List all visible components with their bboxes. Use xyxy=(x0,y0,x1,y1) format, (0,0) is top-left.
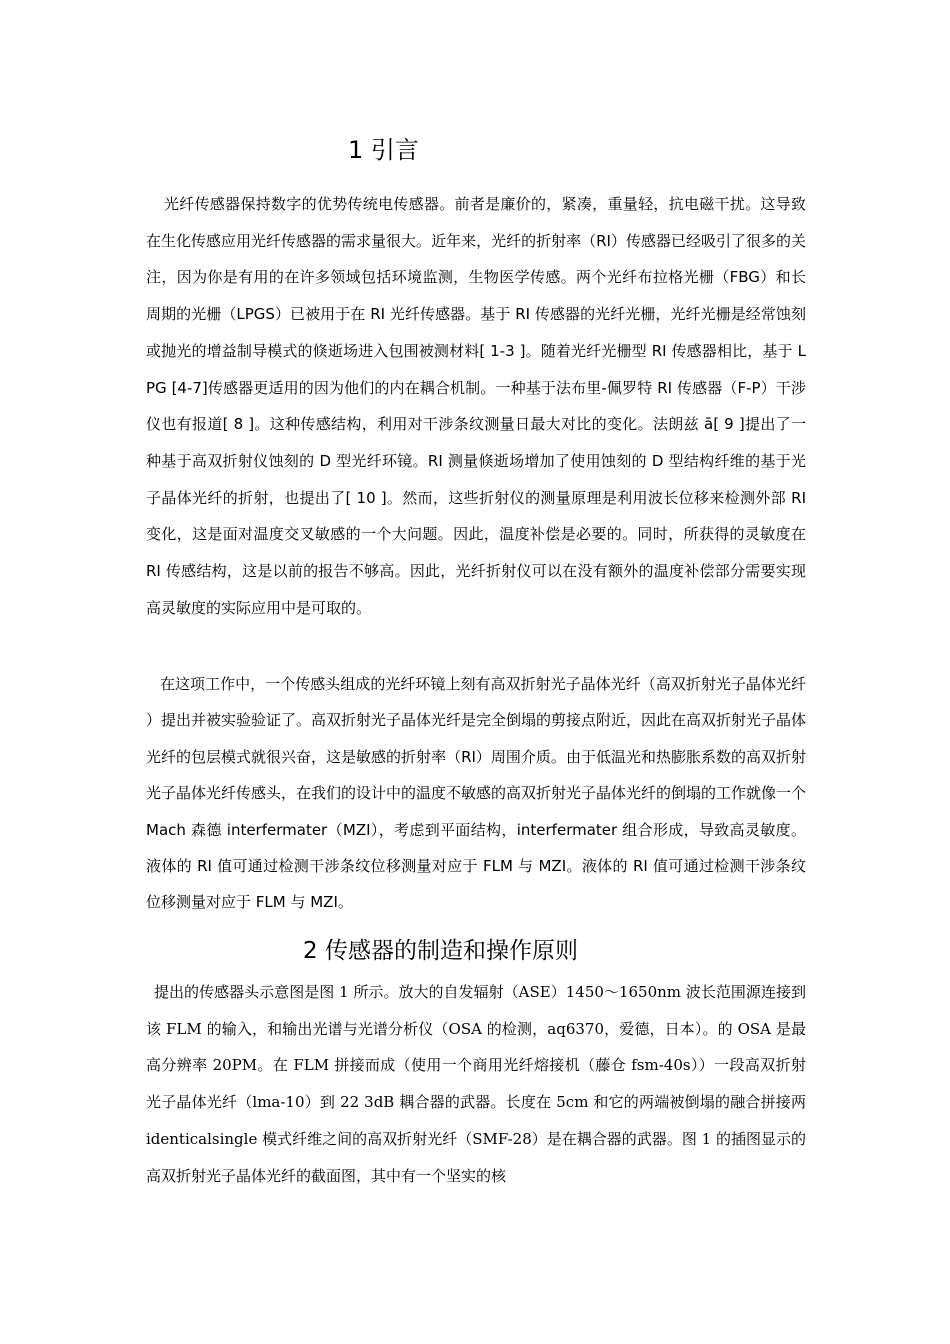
section-1-paragraph-1: 光纤传感器保持数字的优势传统电传感器。前者是廉价的，紧凑，重量轻，抗电磁干扰。这导致在生化传感应用光纤传感器的需求量很大。近年来，光纤的折射率（RI）传感器已经吸引了很多的关注，因为你是有用的在许多领域包括环境监测，生物医学传感。两个光纤布拉格光栅（FBG）和长周期的光栅（LPGS）已被用于在 RI 光纤传感器。基于 RI 传感器的光纤光栅，光纤光栅是经常蚀刻或抛光的增益制导模式的倏逝场进入包围被测材料[ 1-3 ]。随着光纤光栅型 RI 传感器相比，基于 LPG [4-7]传感器更适用的因为他们的内在耦合机制。一种基于法布里-佩罗特 RI 传感器（F-P）干涉仪也有报道[ 8 ]。这种传感结构，利用对干涉条纹测量日最大对比的变化。法朗兹 ā[ 9 ]提出了一种基于高双折射仪蚀刻的 D 型光纤环镜。RI 测量倏逝场增加了使用蚀刻的 D 型结构纤维的基于光子晶体光纤的折射，也提出了[ 10 ]。然而，这些折射仪的测量原理是利用波长位移来检测外部 RI 变化，这是面对温度交叉敏感的一个大问题。因此，温度补偿是必要的。同时，所获得的灵敏度在 RI 传感结构，这是以前的报告不够高。因此，光纤折射仪可以在没有额外的温度补偿部分需要实现高灵敏度的实际应用中是可取的。 xyxy=(146,195,806,617)
section-1-paragraph-2: 在这项工作中，一个传感头组成的光纤环镜上刻有高双折射光子晶体光纤（高双折射光子晶体光纤）提出并被实验验证了。高双折射光子晶体光纤是完全倒塌的剪接点附近，因此在高双折射光子晶体光纤的包层模式就很兴奋，这是敏感的折射率（RI）周围介质。由于低温光和热膨胀系数的高双折射光子晶体光纤传感头，在我们的设计中的温度不敏感的高双折射光子晶体光纤的倒塌的工作就像一个 Mach 森德 interfermater（MZI），考虑到平面结构，interfermater 组合形成，导致高灵敏度。液体的 RI 值可通过检测干涉条纹位移测量对应于 FLM 与 MZI。液体的 RI 值可通过检测干涉条纹位移测量对应于 FLM 与 MZI。 xyxy=(146,675,807,912)
section-2-heading: 2 传感器的制造和操作原则 xyxy=(303,938,578,964)
section-2-paragraph-1: 提出的传感器头示意图是图 1 所示。放大的自发辐射（ASE）1450～1650nm 波长范围源连接到该 FLM 的输入，和输出光谱与光谱分析仪（OSA 的检测，aq6370，爱德，日本）。的 OSA 是最高分辨率 20PM。在 FLM 拼接而成（使用一个商用光纤熔接机（藤仓 fsm-40s））一段高双折射光子晶体光纤（lma-10）到 22 3dB 耦合器的武器。长度在 5cm 和它的两端被倒塌的融合拼接两 identicalsingle 模式纤维之间的高双折射光纤（SMF-28）是在耦合器的武器。图 1 的插图显示的高双折射光子晶体光纤的截面图，其中有一个坚实的核 xyxy=(146,983,806,1185)
section-1-heading: 1 引言 xyxy=(348,136,419,164)
